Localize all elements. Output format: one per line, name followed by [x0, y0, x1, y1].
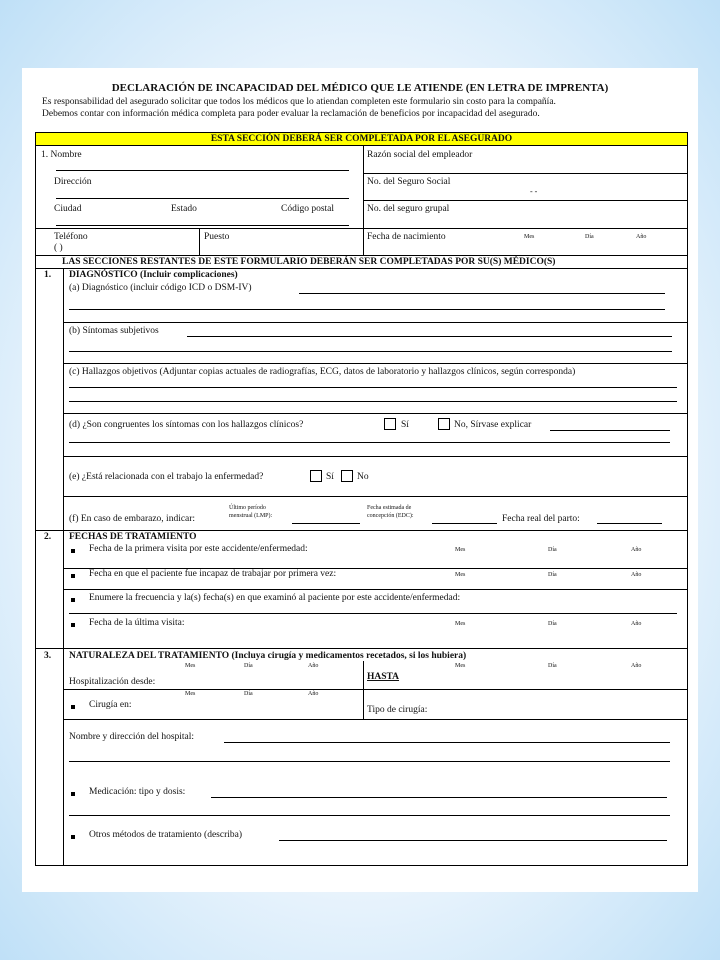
hosp-to-day: Día [548, 663, 557, 669]
subjective-symptoms-label: (b) Síntomas subjetivos [69, 326, 159, 336]
last-visit-label: Fecha de la última visita: [89, 618, 185, 628]
first-visit-label: Fecha de la primera visita por este accidente/enfermedad: [89, 544, 308, 554]
bullet-icon [71, 835, 75, 839]
section-1-number: 1. [44, 270, 52, 280]
congruent-explain-field[interactable] [550, 430, 670, 431]
work-related-yes-label: Sí [326, 472, 334, 482]
form-frame [35, 132, 688, 866]
address-label: Dirección [54, 177, 92, 187]
phone-area-code[interactable]: ( ) [54, 243, 63, 253]
section-2-number: 2. [44, 532, 52, 542]
visit-frequency-field[interactable] [69, 613, 677, 614]
work-related-yes-checkbox[interactable] [310, 470, 322, 482]
form-page [22, 68, 698, 892]
diagnosis-field-2[interactable] [69, 309, 665, 310]
last-visit-month: Mes [455, 621, 466, 627]
bullet-icon [71, 705, 75, 709]
zip-label: Código postal [281, 204, 335, 214]
city-label: Ciudad [54, 204, 82, 214]
congruent-explain-field-2[interactable] [69, 442, 670, 443]
work-related-no-label: No [357, 472, 369, 482]
hosp-to-year: Año [631, 663, 642, 669]
pregnancy-label: (f) En caso de embarazo, indicar: [69, 514, 196, 524]
hospital-name-address-field[interactable] [224, 742, 670, 743]
section-1-title: DIAGNÓSTICO (Incluir complicaciones) [69, 270, 238, 280]
last-visit-day: Día [548, 621, 557, 627]
position-label: Puesto [204, 232, 230, 242]
instructions-line-2: Debemos contar con información médica completa para poder evaluar la reclamación de beneficios por incapacidad del asegurado. [42, 109, 540, 119]
first-visit-month: Mes [455, 547, 466, 553]
hospital-name-address-field-2[interactable] [69, 761, 670, 762]
first-visit-day: Día [548, 547, 557, 553]
other-treatment-label: Otros métodos de tratamiento (describa) [89, 830, 243, 840]
subjective-symptoms-field[interactable] [187, 336, 672, 337]
state-label: Estado [171, 204, 197, 214]
subjective-symptoms-field-2[interactable] [69, 351, 672, 352]
hosp-from-year: Año [308, 663, 319, 669]
last-visit-year: Año [631, 621, 642, 627]
congruent-yes-checkbox[interactable] [384, 418, 396, 430]
employer-label: Razón social del empleador [367, 150, 473, 160]
edc-label-1: Fecha estimada de [367, 505, 412, 511]
section-2-title: FECHAS DE TRATAMIENTO [69, 532, 197, 542]
surgery-date-label: Cirugía en: [89, 700, 132, 710]
surgery-year: Año [308, 691, 319, 697]
objective-findings-field[interactable] [69, 387, 677, 388]
bullet-icon [71, 623, 75, 627]
unable-to-work-label: Fecha en que el paciente fue incapaz de trabajar por primera vez: [89, 569, 337, 579]
instructions-line-1: Es responsabilidad del asegurado solicitar que todos los médicos que lo atiendan completen este formulario sin costo para la compañía. [42, 97, 556, 107]
congruent-question: (d) ¿Son congruentes los síntomas con los hallazgos clínicos? [69, 420, 304, 430]
address-field[interactable] [56, 198, 349, 199]
ssn-label: No. del Seguro Social [367, 177, 451, 187]
hospital-name-address-label: Nombre y dirección del hospital: [69, 732, 195, 742]
physician-section-banner: LAS SECCIONES RESTANTES DE ESTE FORMULARIO DEBERÁN SER COMPLETADAS POR SU(S) MÉDICO(S) [62, 257, 556, 267]
dob-day: Día [585, 234, 594, 240]
hosp-from-day: Día [244, 663, 253, 669]
unable-month: Mes [455, 572, 466, 578]
work-related-no-checkbox[interactable] [341, 470, 353, 482]
surgery-month: Mes [185, 691, 196, 697]
congruent-no-checkbox[interactable] [438, 418, 450, 430]
lmp-label-1: Último período [229, 505, 266, 511]
dob-month: Mes [524, 234, 535, 240]
edc-field[interactable] [432, 523, 497, 524]
edc-label-2: concepción (EDC): [367, 513, 414, 519]
name-label: 1. Nombre [41, 150, 82, 160]
city-state-zip-field[interactable] [56, 225, 349, 226]
dob-label: Fecha de nacimiento [367, 232, 446, 242]
hosp-from-month: Mes [185, 663, 196, 669]
hospitalization-from-label: Hospitalización desde: [69, 677, 156, 687]
medication-field-2[interactable] [69, 815, 670, 816]
section-3-title: NATURALEZA DEL TRATAMIENTO (Incluya cirugía y medicamentos recetados, si los hubiera) [69, 651, 467, 661]
surgery-type-label: Tipo de cirugía: [367, 705, 428, 715]
lmp-field[interactable] [292, 523, 360, 524]
insured-section-banner: ESTA SECCIÓN DEBERÁ SER COMPLETADA POR EL ASEGURADO [36, 133, 687, 146]
visit-frequency-label: Enumere la frecuencia y la(s) fecha(s) en que examinó al paciente por este accidente/enfermedad: [89, 593, 461, 603]
actual-birth-label: Fecha real del parto: [502, 514, 580, 524]
bullet-icon [71, 792, 75, 796]
first-visit-year: Año [631, 547, 642, 553]
diagnosis-field[interactable] [299, 293, 665, 294]
ssn-separators: - - [530, 187, 538, 196]
group-number-label: No. del seguro grupal [367, 204, 450, 214]
hosp-to-month: Mes [455, 663, 466, 669]
hospitalization-until-label: HASTA [367, 672, 400, 682]
other-treatment-field[interactable] [279, 840, 667, 841]
name-field[interactable] [56, 170, 349, 171]
bullet-icon [71, 549, 75, 553]
unable-year: Año [631, 572, 642, 578]
actual-birth-field[interactable] [597, 523, 662, 524]
objective-findings-field-2[interactable] [69, 401, 677, 402]
medication-label: Medicación: tipo y dosis: [89, 787, 186, 797]
lmp-label-2: menstrual (LMP): [229, 513, 273, 519]
objective-findings-label: (c) Hallazgos objetivos (Adjuntar copias actuales de radiografías, ECG, datos de laboratorio y hallazgos clínicos, según corresponda) [69, 367, 576, 377]
dob-year: Año [636, 234, 647, 240]
congruent-no-label: No, Sírvase explicar [454, 420, 532, 430]
bullet-icon [71, 574, 75, 578]
surgery-day: Día [244, 691, 253, 697]
bullet-icon [71, 598, 75, 602]
form-title: DECLARACIÓN DE INCAPACIDAD DEL MÉDICO QUE LE ATIENDE (EN LETRA DE IMPRENTA) [111, 82, 609, 94]
diagnosis-label: (a) Diagnóstico (incluir código ICD o DSM-IV) [69, 283, 252, 293]
congruent-yes-label: Sí [401, 420, 409, 430]
work-related-question: (e) ¿Está relacionada con el trabajo la enfermedad? [69, 472, 264, 482]
medication-field[interactable] [211, 797, 667, 798]
unable-day: Día [548, 572, 557, 578]
section-3-number: 3. [44, 651, 52, 661]
phone-label: Teléfono [54, 232, 88, 242]
